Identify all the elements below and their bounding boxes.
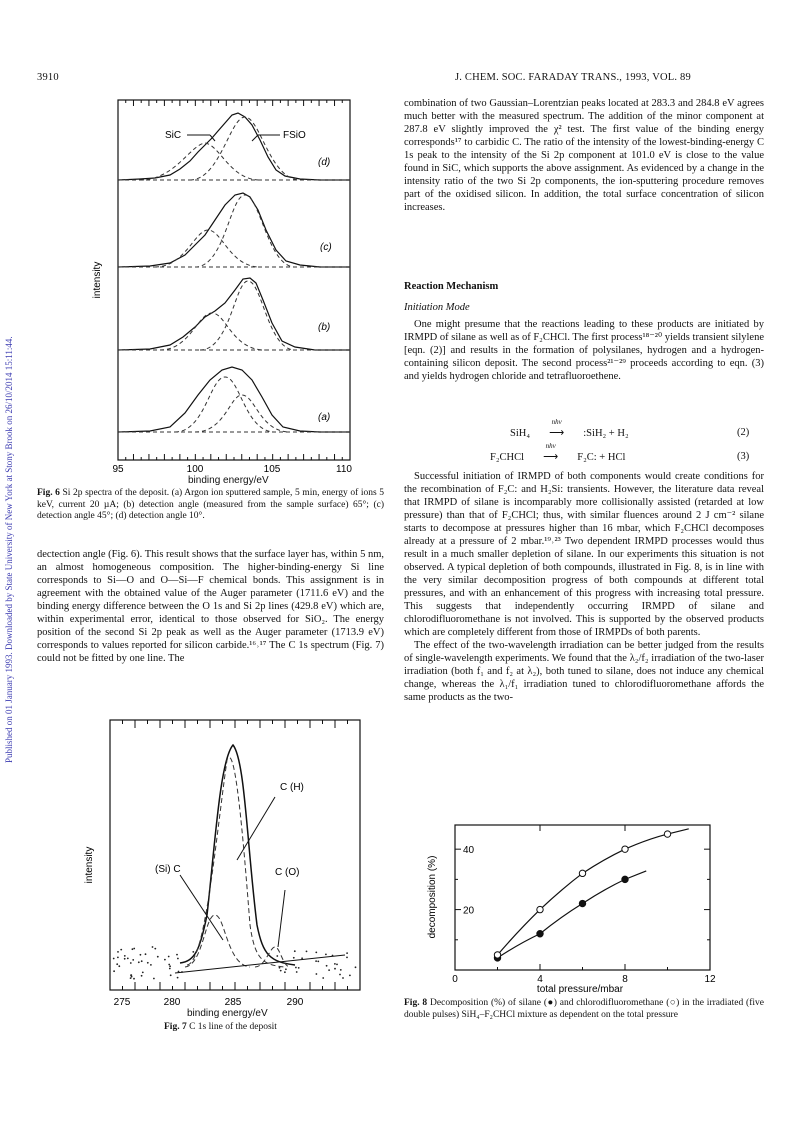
fig6-caption-text: Si 2p spectra of the deposit. (a) Argon ion sputtered sample, 5 min, energy of ions 5 keV, current 20 µA; (b) detection angle (measured from the sample surface) 65°; (c) detection angle 45°; (d) detection angle 10°. (37, 488, 384, 521)
equation-2 (510, 418, 629, 439)
fig7-noise-dot (141, 960, 143, 962)
fig8-caption-label: Fig. 8 (404, 998, 428, 1008)
fig8-caption (404, 998, 764, 1021)
eq2-number: (2) (737, 427, 750, 438)
fig7-noise-dot (168, 956, 170, 958)
fig7-noise-dot (117, 957, 119, 959)
fig7-noise-dot (279, 967, 281, 969)
page-number: 3910 (37, 72, 59, 83)
fig7-fit-envelope (180, 745, 295, 965)
fig7-noise-dot (346, 952, 348, 954)
fig6-label-sic: SiC (165, 130, 182, 141)
fig7-noise-dot (315, 960, 317, 962)
eq3-arrow: ⟶ (543, 452, 559, 463)
eq3-arrow-label: nhν (545, 442, 556, 450)
fig7-caption-label: Fig. 7 (164, 1022, 187, 1032)
fig7-xtick-275: 275 (113, 997, 131, 1008)
fig8-caption-text: Decomposition (%) of silane (●) and chlorodifluoromethane (○) in the irradiated (five double pulses) SiH₄–F₂CHCl mixture as dependent on the total pressure (404, 998, 764, 1020)
fig7-noise-dot (317, 961, 319, 963)
fig7-leader-ch (237, 797, 275, 860)
fig6-xtick-100: 100 (186, 464, 204, 475)
equation-3 (490, 442, 626, 463)
fig6-spectrum-b (118, 278, 350, 350)
fig7-noise-dot (168, 964, 170, 966)
fig8-point-open (622, 846, 628, 852)
right-column-lower (404, 470, 764, 704)
fig7-xtick-285: 285 (224, 997, 242, 1008)
fig6-xtick-110: 110 (336, 464, 352, 475)
fig7-noise-dot (124, 958, 126, 960)
fig6-spectrum-c (118, 193, 350, 267)
fig8-points (494, 831, 670, 961)
fig7-label-co: C (O) (275, 867, 300, 878)
eq3-number: (3) (737, 451, 750, 462)
fig8-point-open (537, 906, 543, 912)
fig7-noise-dot (118, 965, 120, 967)
fig7-noise-dot (145, 953, 147, 955)
fig7-noise-dot (322, 977, 324, 979)
fig7-c1s-spectrum (75, 715, 365, 1025)
fig7-caption (164, 1022, 277, 1034)
fig6-si2p-spectra (80, 95, 370, 480)
right-paragraph-4: The effect of the two-wavelength irradiation can be better judged from the results of single-wavelength experiments. We found that the λ₂/f₂ irradiation of the two-laser irradiation (both f₁ and f₂ at λ₂), both tuned to silane, does not induce any chemical change, whereas the λ₁/f₁ irradiation tuned to chlorodifluoromethane affords the same products as the two- (404, 640, 764, 703)
fig7-noise-dot (169, 968, 171, 970)
fig7-noise-dot (296, 971, 298, 973)
right-column-top (404, 97, 764, 214)
fig6-label-b: (b) (318, 322, 331, 333)
fig7-noise-dot (346, 957, 348, 959)
fig7-noise-dot (140, 954, 142, 956)
fig6-caption (37, 488, 384, 523)
fig8-curves (498, 829, 689, 958)
fig7-noise-dot (113, 970, 115, 972)
fig8-xtick-label: 12 (704, 974, 716, 985)
fig6-frame (118, 100, 350, 460)
right-column-mid (404, 318, 764, 383)
fig7-noise-dot (177, 958, 179, 960)
eq2-left: SiH₄ (510, 428, 531, 439)
fig7-noise-dot (169, 965, 171, 967)
fig7-noise-dot (157, 956, 159, 958)
fig7-label-ch: C (H) (280, 782, 304, 793)
fig7-noise-dot (328, 969, 330, 971)
fig6-ticks (118, 100, 350, 460)
eq2-arrow-label: nhν (551, 418, 562, 426)
fig6-spectrum-a (118, 367, 350, 432)
fig8-curve-open (498, 829, 689, 955)
fig7-xtick-280: 280 (163, 997, 181, 1008)
right-paragraph-3: Successful initiation of IRMPD of both components would create conditions for the recombination of F₂C: and H₂Si: transients. However, the literature data reveal that IRMPD of silane is incomparably more collisionally assisted (retarded at low pressure) than that of F₂CHCl; thus, with similar fluences around 2 J cm⁻² silane starts to decompose at pressures higher than 16 mbar, which F₂CHCl decomposes already at a pressure of 2 mbar.¹⁹˒²³ Two dependent IRMPD processes would thus result in a much smaller depletion of silane. In our experiments this situation is not observed. A typical depletion of both compounds, illustrated in Fig. 8, is in line with the very similar decomposition progress of both compounds at different total pressures, and with an enhancement of this progress with increasing total pressure. This suggests that independently occurring IRMPD of silane and chlorodifluoromethane is not involved. This is supported by the observed products which are completely different from those of IRMPDs of both parents. (404, 471, 764, 638)
fig7-noise-dot (117, 951, 119, 953)
fig7-noise-dot (147, 962, 149, 964)
fig8-point-open (579, 870, 585, 876)
fig7-ticks (110, 720, 360, 990)
right-paragraph-2: One might presume that the reactions leading to these products are initiated by IRMPD of silane as well as of F₂CHCl. The first process¹⁸⁻²⁰ yields transient silylene [eqn. (2)] and results in the formation of polysilanes, hydrogen and a hydrogen-containing silicon deposit. The second process²¹⁻²⁹ proceeds according to eqn. (3) and yields hydrogen chloride and tetrafluoroethene. (404, 319, 764, 382)
fig7-caption-text: C 1s line of the deposit (186, 1022, 277, 1032)
fig6-caption-label: Fig. 6 (37, 488, 60, 498)
fig7-noise-dot (154, 948, 156, 950)
fig7-noise-dot (120, 949, 122, 951)
fig7-ylabel: intensity (84, 846, 95, 884)
fig6-xtick-105: 105 (263, 464, 281, 475)
fig7-frame (110, 720, 360, 990)
fig7-noise-dot (113, 958, 115, 960)
fig7-component-ch (187, 757, 285, 967)
fig7-noise-dot (276, 955, 278, 957)
fig7-noise-dot (192, 951, 194, 953)
fig8-xtick-label: 8 (622, 974, 628, 985)
fig8-ytick-label: 20 (463, 905, 475, 917)
fig8-point-open (664, 831, 670, 837)
fig8-point-filled (622, 876, 628, 882)
eq3-left: F₂CHCl (490, 452, 525, 463)
fig8-xtick-label: 4 (537, 974, 543, 985)
fig7-noise-dot (116, 963, 118, 965)
fig7-noise-dot (342, 977, 344, 979)
fig7-xtick-290: 290 (286, 997, 304, 1008)
fig7-noise-dot (153, 978, 155, 980)
fig7-noise-dot (130, 962, 132, 964)
fig7-noise-dot (334, 968, 336, 970)
fig6-label-a: (a) (318, 412, 331, 423)
fig8-point-filled (579, 900, 585, 906)
fig6-spectrum-d (118, 113, 350, 180)
fig7-noise-dot (284, 971, 286, 973)
fig7-noise-dot (152, 946, 154, 948)
fig8-frame (455, 825, 710, 970)
fig7-noise-dot (340, 969, 342, 971)
download-notice: Published on 01 January 1993. Downloaded by State University of New York at Stony Brook on 26/10/2014 15:11:44. (4, 336, 14, 764)
fig7-leader-co (278, 890, 285, 947)
section-subheading: Initiation Mode (404, 302, 470, 313)
fig7-noise-dot (355, 966, 357, 968)
fig7-noise-dot (298, 967, 300, 969)
fig8-xlabel: total pressure/mbar (536, 984, 624, 995)
journal-header: J. CHEM. SOC. FARADAY TRANS., 1993, VOL. 89 (455, 72, 691, 83)
fig7-noise-dot (295, 967, 297, 969)
fig7-noise-dot (177, 977, 179, 979)
eq3-right: F₂C: + HCl (577, 452, 626, 463)
fig7-noise-dot (285, 968, 287, 970)
fig8-chart (420, 820, 720, 995)
fig7-noise-dot (170, 974, 172, 976)
fig6-xlabel: binding energy/eV (188, 475, 269, 486)
fig8-ytick-label: 40 (463, 845, 475, 857)
fig8-xtick-label: 0 (452, 974, 458, 985)
fig7-noise-dot (294, 950, 296, 952)
eq2-right: :SiH₂ + H₂ (583, 428, 629, 439)
fig7-noise-dot (124, 955, 126, 957)
fig7-noise-dot (325, 954, 327, 956)
fig6-xtick-95: 95 (112, 464, 124, 475)
fig6-label-d: (d) (318, 157, 331, 168)
fig6-ylabel: intensity (92, 261, 103, 299)
fig7-noise-dot (142, 972, 144, 974)
fig7-noise-dot (306, 951, 308, 953)
fig7-noise-dot (130, 974, 132, 976)
fig8-point-open (494, 952, 500, 958)
fig8-curve-filled (498, 871, 647, 958)
fig6-label-c: (c) (320, 242, 332, 253)
fig7-component-sic (185, 915, 250, 967)
fig7-leader-sic (180, 875, 223, 940)
fig7-noise-dot (339, 974, 341, 976)
fig6-label-fsio: FSiO (283, 130, 306, 141)
fig8-ylabel: decomposition (%) (427, 855, 438, 939)
fig8-point-filled (537, 931, 543, 937)
fig7-noise-dot (132, 948, 134, 950)
fig7-noise-dot (316, 973, 318, 975)
fig7-noise-dot (133, 978, 135, 980)
fig7-noise-dot (138, 961, 140, 963)
fig7-noise-dot (334, 963, 336, 965)
left-column-text (37, 548, 384, 665)
fig7-noise-dot (349, 975, 351, 977)
fig7-noise-dot (336, 964, 338, 966)
fig7-xlabel: binding energy/eV (187, 1008, 268, 1019)
fig7-noise-dot (141, 975, 143, 977)
left-paragraph: dectection angle (Fig. 6). This result shows that the surface layer has, within 5 nm, an almost homogeneous composition. The higher-binding-energy Si line corresponds to Si—O and O—Si—F chemical bonds. This assignment is in agreement with the obtained value of the Auger parameter (1711.6 eV) and the binding energy difference between the O 1s and Si 2p lines (429.8 eV) which are, within experimental error, identical to those observed for SiO₂. The energy position of the second Si 2p peak as well as the Auger parameter (1713.9 eV) corresponds to values reported for silicon carbide.¹⁶˒¹⁷ The C 1s spectrum (Fig. 7) could not be fitted by one line. The (37, 549, 384, 664)
fig7-label-sic: (Si) C (155, 864, 181, 875)
right-paragraph-1: combination of two Gaussian–Lorentzian peaks located at 283.3 and 284.8 eV agrees much better with the measured spectrum. The addition of the minor component at 287.8 eV slightly improved the χ² test. The first value of the binding energy corresponds¹⁷ to carbidic C. The ratio of the intensity of the lowest-binding-energy C 1s peak to the intensity of the Si 2p component at 101.0 eV is close to the value found in SiC, which supports the above assignment. As evidenced by a change in the intensity ratio of the two Si 2p components, the ion-sputtering procedure removes part of the oxidised silicon. In addition, the total surface concentration of silicon increases. (404, 98, 764, 213)
fig7-noise-dot (130, 977, 132, 979)
fig7-noise-dot (301, 957, 303, 959)
fig7-noise-dot (133, 948, 135, 950)
fig7-noise-dot (132, 959, 134, 961)
section-heading: Reaction Mechanism (404, 281, 499, 292)
fig7-noise-points (113, 946, 357, 980)
fig7-noise-dot (150, 964, 152, 966)
fig7-noise-dot (176, 954, 178, 956)
eq2-arrow: ⟶ (549, 428, 565, 439)
fig7-noise-dot (293, 957, 295, 959)
fig7-noise-dot (164, 959, 166, 961)
fig7-noise-dot (326, 965, 328, 967)
fig7-noise-dot (280, 970, 282, 972)
fig7-noise-dot (315, 952, 317, 954)
fig7-noise-dot (127, 958, 129, 960)
